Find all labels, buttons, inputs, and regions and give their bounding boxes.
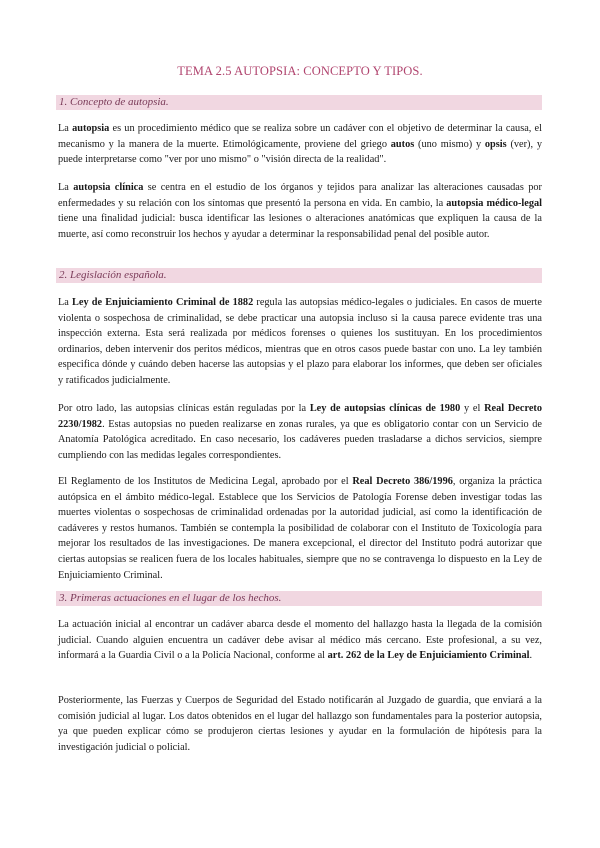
paragraph [58, 401, 542, 463]
text-run: Por otro lado, las autopsias clínicas están reguladas por la [58, 403, 310, 414]
document-title: TEMA 2.5 AUTOPSIA: CONCEPTO Y TIPOS. [177, 64, 423, 78]
bold-text: Ley de Enjuiciamiento Criminal de 1882 [72, 297, 254, 308]
bold-text: autopsia [72, 123, 110, 134]
section-heading-actuaciones: 3. Primeras actuaciones en el lugar de los hechos. [56, 591, 542, 606]
bold-text: Real Decreto 2230/1982 [58, 403, 542, 430]
text-run: se centra en el estudio de los órganos y tejidos para analizar las alteraciones causadas por enfermedades y su relación con los síntomas que presentó la persona en vida. En cambio, la [58, 182, 542, 209]
section-heading-concepto: 1. Concepto de autopsia. [56, 95, 542, 110]
bold-text: autopsia médico-legal [446, 197, 542, 209]
text-run: tiene una finalidad judicial: busca identificar las lesiones o alteraciones anatómicas que expliquen la causa de la muerte, así como reconstruir los hechos y ayudar a determinar la responsabilidad penal del posible autor. [58, 213, 542, 240]
bold-text: Ley de autopsias clínicas de 1980 [309, 403, 461, 414]
bold-text: art. 262 de la Ley de Enjuiciamiento Criminal [327, 650, 530, 662]
bold-text: autos [390, 138, 415, 150]
text-run: (ver), y puede interpretarse como "ver por uno mismo" o "visión directa de la realidad". [58, 138, 542, 166]
text-run: . Estas autopsias no pueden realizarse en zonas rurales, ya que es obligatorio contar con un Servicio de Anatomía Patológica acreditado. En caso necesario, los cadáveres pueden trasladarse a dichos servicios, siempre cumpliendo con las medidas legales correspondientes. [58, 418, 542, 461]
text-run: (uno mismo) y [414, 138, 485, 150]
text-run: y el [460, 403, 485, 414]
section-heading-legislacion: 2. Legislación española. [56, 268, 542, 283]
paragraph [58, 617, 542, 664]
text-run: La actuación inicial al encontrar un cadáver abarca desde el momento del hallazgo hasta la llegada de la comisión judicial. Cuando alguien encuentra un cadáver debe avisar al médico más cercano. Este profesional, a su vez, informará a la Guardia Civil o a la Policía Nacional, conforme al [58, 619, 542, 662]
text-run: La [58, 123, 73, 134]
text-run: es un procedimiento médico que se realiza sobre un cadáver con el objetivo de determinar la causa, el mecanismo y la manera de la muerte. Etimológicamente, proviene del griego [58, 123, 542, 150]
paragraph [58, 474, 542, 583]
text-run: , organiza la práctica autópsica en el ámbito médico-legal. Establece que los Servicios de Patología Forense deben investigar todas las muertes violentas o sospechosas de criminalidad ordenadas por la autoridad judicial, así como la identificación de cadáveres y restos humanos. También se contempla la posibilidad de colaborar con el Instituto de Toxicología para mejorar los resultados de las investigaciones. De manera excepcional, el director del Instituto podrá autorizar que ciertas autopsias se realicen fuera de los locales habituales, siempre que no se contravenga lo dispuesto en la Ley de Enjuiciamiento Criminal. [58, 476, 542, 581]
text-run: regula las autopsias médico-legales o judiciales. En casos de muerte violenta o sospechosa de criminalidad, se debe practicar una autopsia incluso si la causa parece evidente tras una inspección externa. Esta será realizada por médicos forenses o quienes los sustituyan. En los procedimientos ordinarios, deben intervenir dos peritos médicos, mientras que en otros casos puede bastar con uno. La ley también especifica dónde y cuándo deben hacerse las autopsias y el plazo para elaborar los informes, que deben ser oficiales y ratificados judicialmente. [58, 297, 542, 386]
text-run: La [58, 182, 74, 193]
text-run: . [529, 650, 533, 662]
paragraph [58, 693, 542, 755]
paragraph [58, 121, 542, 168]
text-run: El Reglamento de los Institutos de Medicina Legal, aprobado por el [58, 476, 353, 487]
paragraph [58, 180, 542, 242]
text-run: Posteriormente, las Fuerzas y Cuerpos de Seguridad del Estado notificarán al Juzgado de guardia, que enviará a la comisión judicial al lugar. Los datos obtenidos en el lugar del hallazgo son fundamentales para la posterior autopsia, ya que pueden explicar cómo se produjeron ciertas lesiones y ayudar en la formulación de hipótesis para la investigación judicial o policial. [58, 695, 542, 753]
paragraph [58, 295, 542, 389]
text-run: La [58, 297, 73, 308]
bold-text: Real Decreto 386/1996 [352, 476, 453, 487]
bold-text: opsis [484, 138, 507, 150]
bold-text: autopsia clínica [73, 182, 144, 193]
